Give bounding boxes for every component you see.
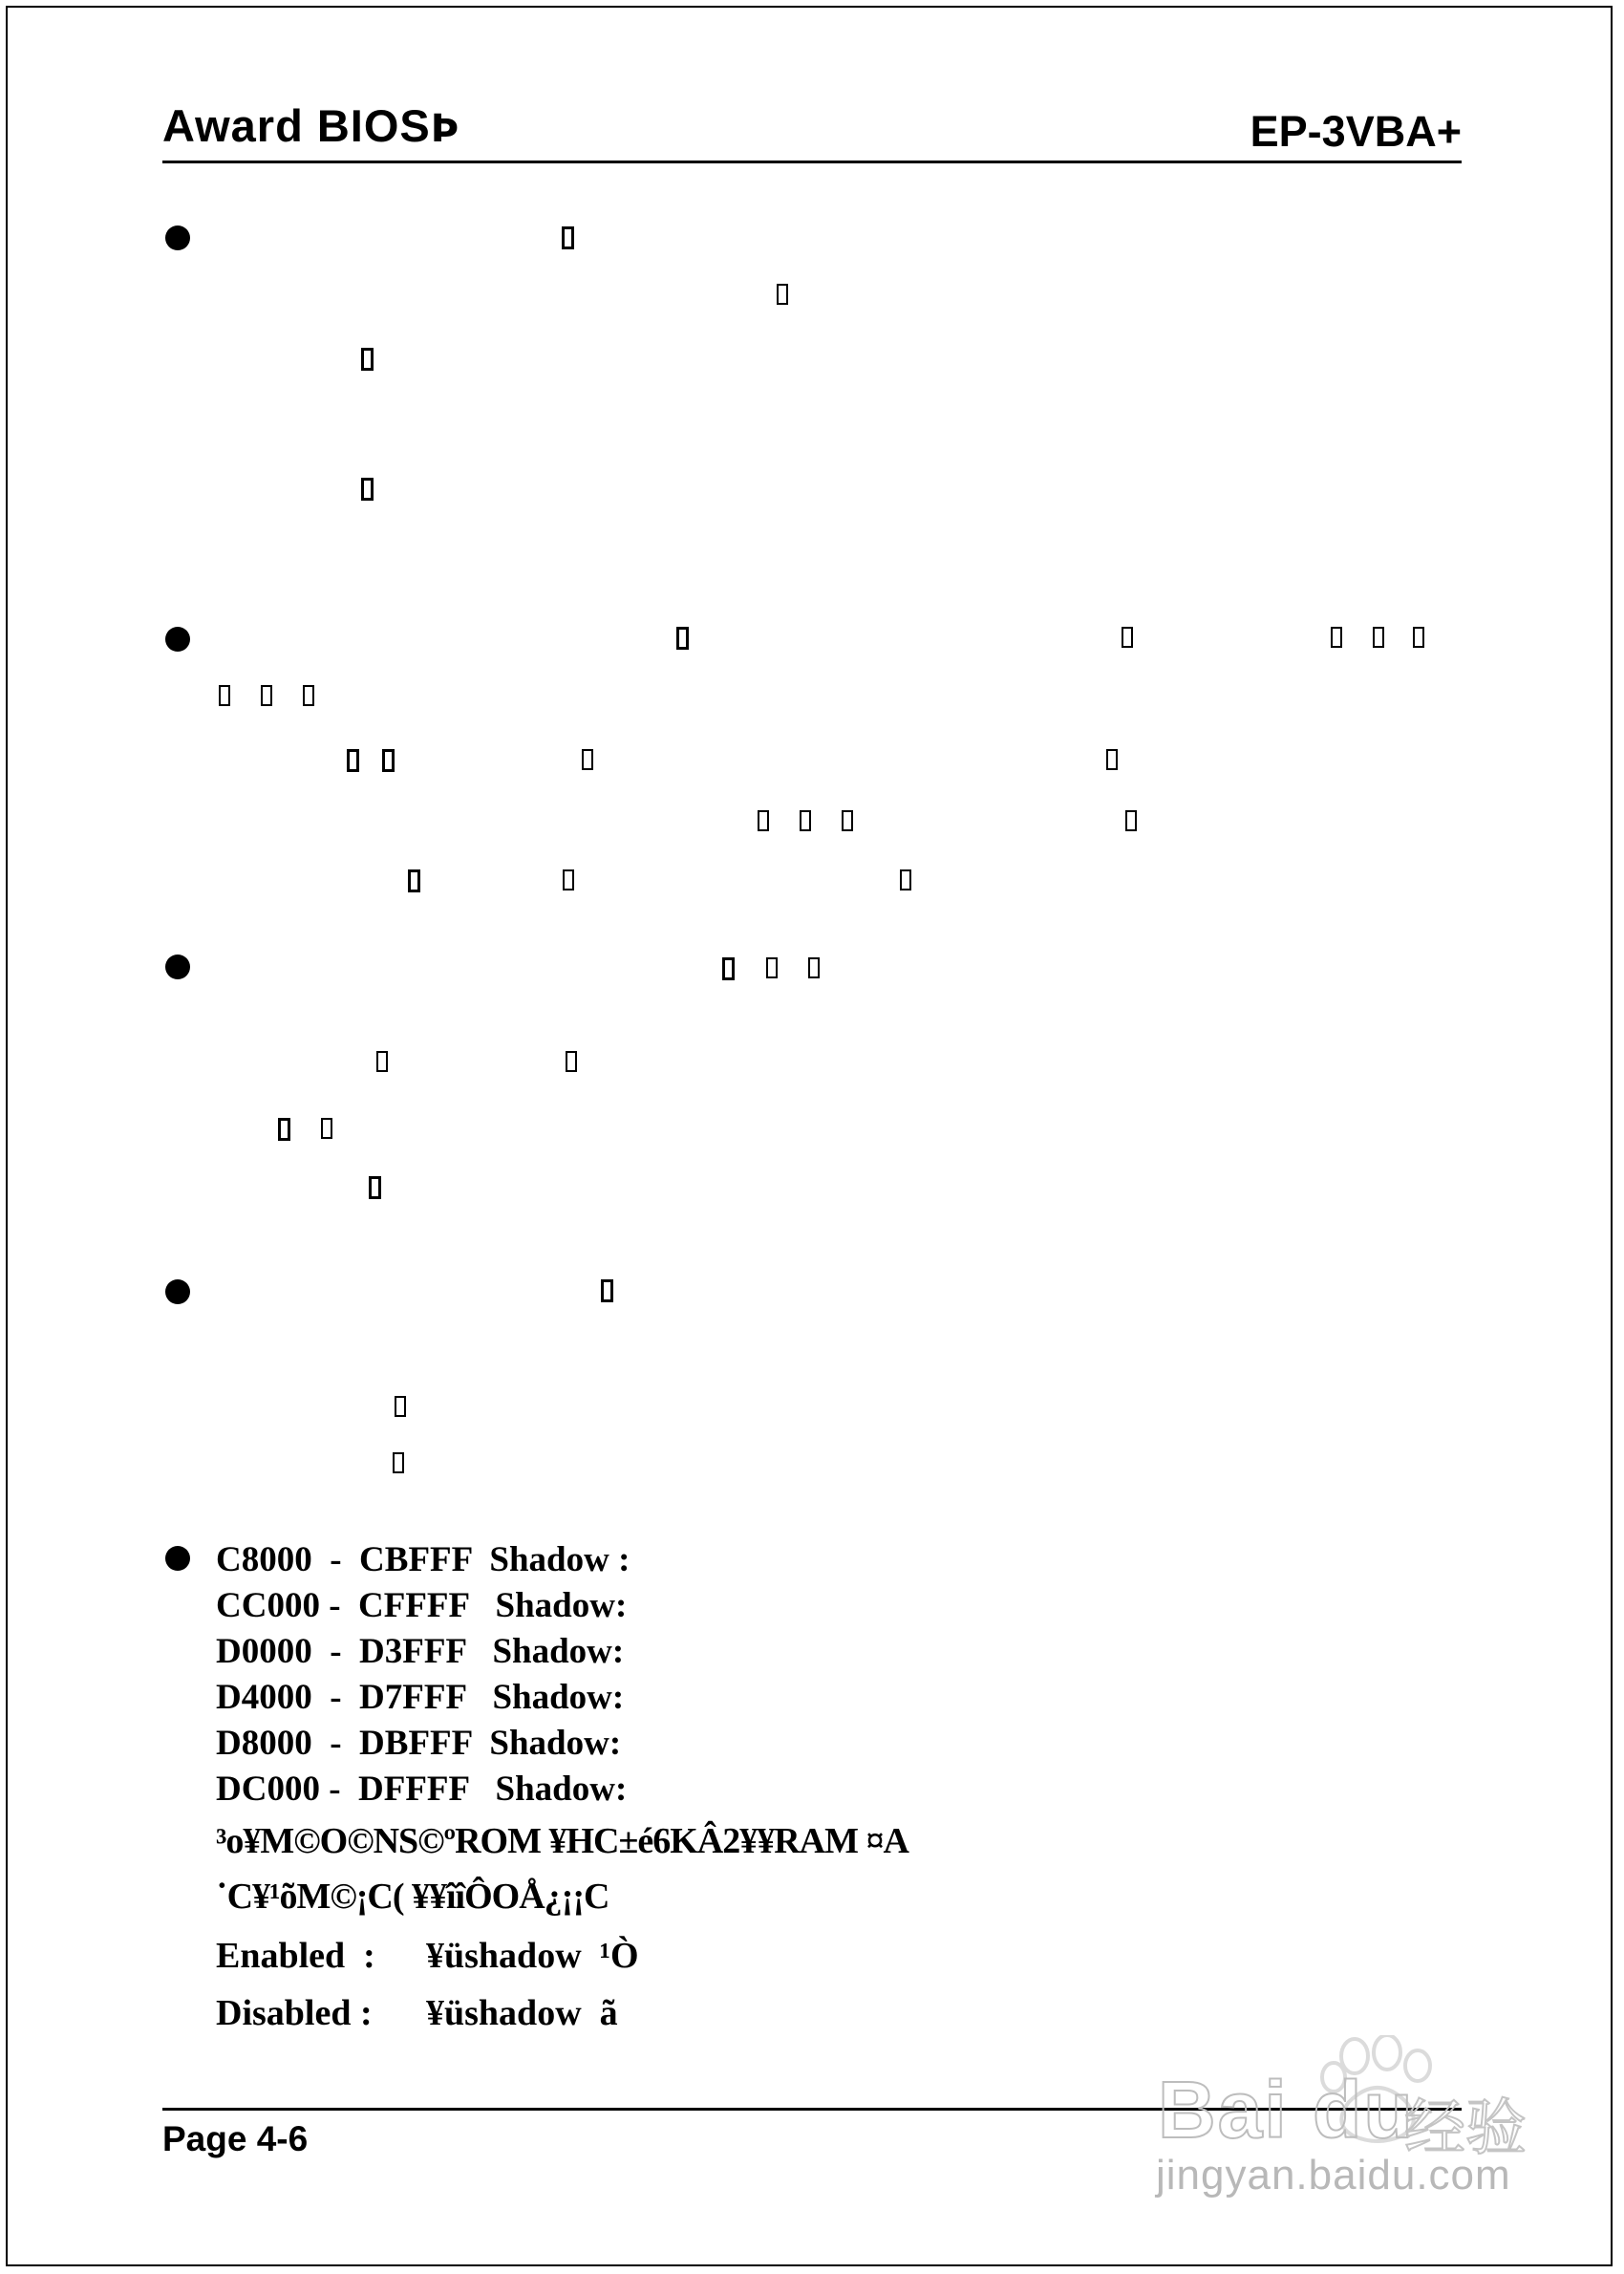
missing-glyph bbox=[303, 685, 314, 706]
bullet-4 bbox=[165, 1279, 190, 1304]
header-rule bbox=[162, 161, 1462, 163]
missing-glyph bbox=[321, 1118, 332, 1139]
option-enabled-label: Enabled : bbox=[216, 1936, 375, 1976]
missing-glyph bbox=[1125, 810, 1137, 831]
missing-glyph bbox=[395, 1396, 406, 1417]
watermark-url: jingyan.baidu.com bbox=[1156, 2152, 1511, 2199]
shadow-range-6: DC000 - DFFFF Shadow: bbox=[216, 1770, 628, 1809]
missing-glyph bbox=[676, 627, 689, 650]
missing-glyph bbox=[566, 1051, 577, 1072]
missing-glyph bbox=[1106, 749, 1118, 770]
missing-glyph bbox=[766, 957, 778, 978]
missing-glyph bbox=[722, 957, 735, 980]
page-number: Page 4-6 bbox=[162, 2119, 309, 2158]
missing-glyph bbox=[347, 749, 359, 772]
missing-glyph bbox=[376, 1051, 388, 1072]
header-model: EP-3VBA+ bbox=[1250, 107, 1462, 156]
missing-glyph bbox=[582, 749, 593, 770]
shadow-range-1: C8000 - CBFFF Shadow : bbox=[216, 1540, 630, 1579]
missing-glyph bbox=[369, 1176, 381, 1199]
missing-glyph bbox=[1331, 627, 1342, 648]
shadow-description-line-1: ³o¥M©O©NS©ºROM ¥HC±é6KÂ2¥¥RAM ¤A bbox=[216, 1821, 908, 1861]
header-title bbox=[162, 99, 459, 152]
bullet-1 bbox=[165, 225, 190, 250]
missing-glyph bbox=[800, 810, 811, 831]
option-enabled-desc: ¥üshadow ¹Ò bbox=[426, 1936, 639, 1976]
bullet-3 bbox=[165, 955, 190, 979]
watermark-cjk: 经验 bbox=[1404, 2093, 1527, 2164]
bullet-2 bbox=[165, 627, 190, 652]
missing-glyph bbox=[261, 685, 272, 706]
missing-glyph bbox=[408, 869, 420, 892]
missing-glyph bbox=[842, 810, 853, 831]
bullet-5 bbox=[165, 1546, 190, 1571]
shadow-range-5: D8000 - DBFFF Shadow: bbox=[216, 1724, 622, 1763]
header-title-glyph: Þ bbox=[430, 107, 460, 151]
missing-glyph bbox=[278, 1118, 290, 1141]
missing-glyph bbox=[361, 348, 374, 371]
missing-glyph bbox=[601, 1279, 613, 1302]
option-disabled-desc: ¥üshadow ã bbox=[426, 1993, 618, 2033]
missing-glyph bbox=[1373, 627, 1384, 648]
shadow-range-2: CC000 - CFFFF Shadow: bbox=[216, 1586, 628, 1625]
missing-glyph bbox=[1413, 627, 1424, 648]
shadow-description-line-2: ˙C¥¹õM©¡C( ¥¥îîÔOÅ¿¡¡C bbox=[216, 1877, 609, 1917]
missing-glyph bbox=[361, 478, 374, 501]
page-border bbox=[6, 6, 1613, 2266]
header-title-text: Award BIOS bbox=[162, 100, 431, 151]
option-disabled-label: Disabled : bbox=[216, 1993, 373, 2033]
missing-glyph bbox=[758, 810, 769, 831]
missing-glyph bbox=[777, 284, 788, 305]
missing-glyph bbox=[219, 685, 230, 706]
missing-glyph bbox=[808, 957, 820, 978]
shadow-range-3: D0000 - D3FFF Shadow: bbox=[216, 1632, 625, 1671]
shadow-range-4: D4000 - D7FFF Shadow: bbox=[216, 1678, 625, 1717]
missing-glyph bbox=[563, 869, 574, 890]
watermark-brand: Bai du bbox=[1158, 2065, 1415, 2155]
missing-glyph bbox=[562, 226, 574, 249]
missing-glyph bbox=[393, 1452, 404, 1473]
missing-glyph bbox=[382, 749, 395, 772]
missing-glyph bbox=[900, 869, 911, 890]
missing-glyph bbox=[1122, 627, 1133, 648]
